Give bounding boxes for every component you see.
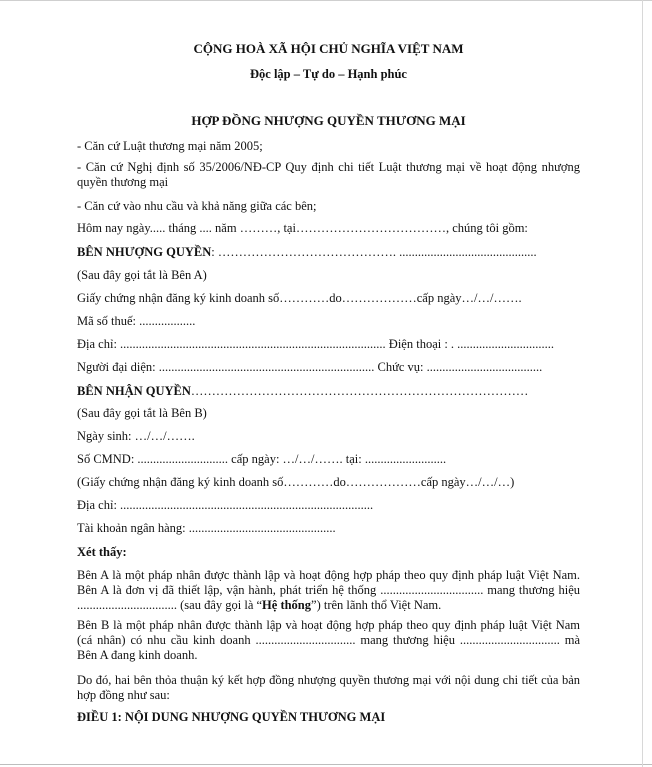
party-b-alias: (Sau đây gọi tắt là Bên B) [77,406,207,420]
national-heading: CỘNG HOÀ XÃ HỘI CHỦ NGHĨA VIỆT NAM [193,41,464,56]
considering-party-a [77,568,580,613]
page-border-top [0,0,652,1]
party-a-tax-code: Mã số thuế: .................. [77,314,196,328]
page-border-right [642,0,643,767]
party-b-id-card: Số CMND: ............................. cấp ngày: …/…/……. tại: .......................... [77,452,447,466]
party-b-bank-account: Tài khoản ngân hàng: ............................................... [77,521,336,535]
date-place-line: Hôm nay ngày..... tháng .... năm ………, tại………………………………, chúng tôi gồm: [77,221,528,235]
article-1-heading: ĐIỀU 1: NỘI DUNG NHƯỢNG QUYỀN THƯƠNG MẠI [77,710,386,724]
contract-title: HỢP ĐỒNG NHƯỢNG QUYỀN THƯƠNG MẠI [191,113,466,128]
party-b-name-blank: ……………………………………………………………………… [190,384,529,398]
party-b-address: Địa chỉ: ................................................................................. [77,498,374,512]
national-motto: Độc lập – Tự do – Hạnh phúc [250,67,407,81]
party-a-license: Giấy chứng nhận đăng ký kinh doanh số…………do………………cấp ngày…/…/……. [77,291,522,305]
basis-needs: - Căn cứ vào nhu cầu và khả năng giữa các bên; [77,199,317,213]
considering-party-a-text: Bên A là một pháp nhân được thành lập và hoạt động hợp pháp theo quy định pháp luật Việt Nam. Bên A là đơn vị đã thiết lập, vận hành, phát triển hệ thống ................................. mang thương hiệu ................................ (sau đây gọi là “ [77,568,580,612]
system-term: Hệ thống [262,598,312,612]
basis-commercial-law: - Căn cứ Luật thương mại năm 2005; [77,139,263,153]
considering-party-a-text-end: ”) trên lãnh thổ Việt Nam. [311,598,442,612]
party-a-heading [77,245,580,260]
party-a-name-blank: : ……………………………………. ............................................ [211,245,537,259]
party-b-license: (Giấy chứng nhận đăng ký kinh doanh số…………do………………cấp ngày…/…/…) [77,475,515,489]
basis-decree: - Căn cứ Nghị định số 35/2006/NĐ-CP Quy định chi tiết Luật thương mại về hoạt động nhượng quyền thương mại [77,160,580,189]
considering-heading: Xét thấy: [77,545,127,559]
page-border-bottom [0,764,652,765]
party-a-label: BÊN NHƯỢNG QUYỀN [77,245,212,259]
party-a-representative: Người đại diện: ..................................................................... Chức vụ: ..................................... [77,360,543,374]
considering-party-b: Bên B là một pháp nhân được thành lập và hoạt động hợp pháp theo quy định pháp luật Việt Nam (cá nhân) có nhu cầu kinh doanh ................................ mang thương hiệu ................................ mà Bên A đang kinh doanh. [77,618,580,662]
agreement-statement: Do đó, hai bên thỏa thuận ký kết hợp đồng nhượng quyền thương mại với nội dung chi tiết của bản hợp đồng như sau: [77,673,580,702]
party-b-label: BÊN NHẬN QUYỀN [77,384,191,398]
party-a-alias: (Sau đây gọi tắt là Bên A) [77,268,207,282]
party-a-address-phone: Địa chỉ: ..................................................................................... Điện thoại : . ............................... [77,337,555,351]
party-b-dob: Ngày sinh: …/…/……. [77,429,195,443]
party-b-heading [77,384,580,399]
